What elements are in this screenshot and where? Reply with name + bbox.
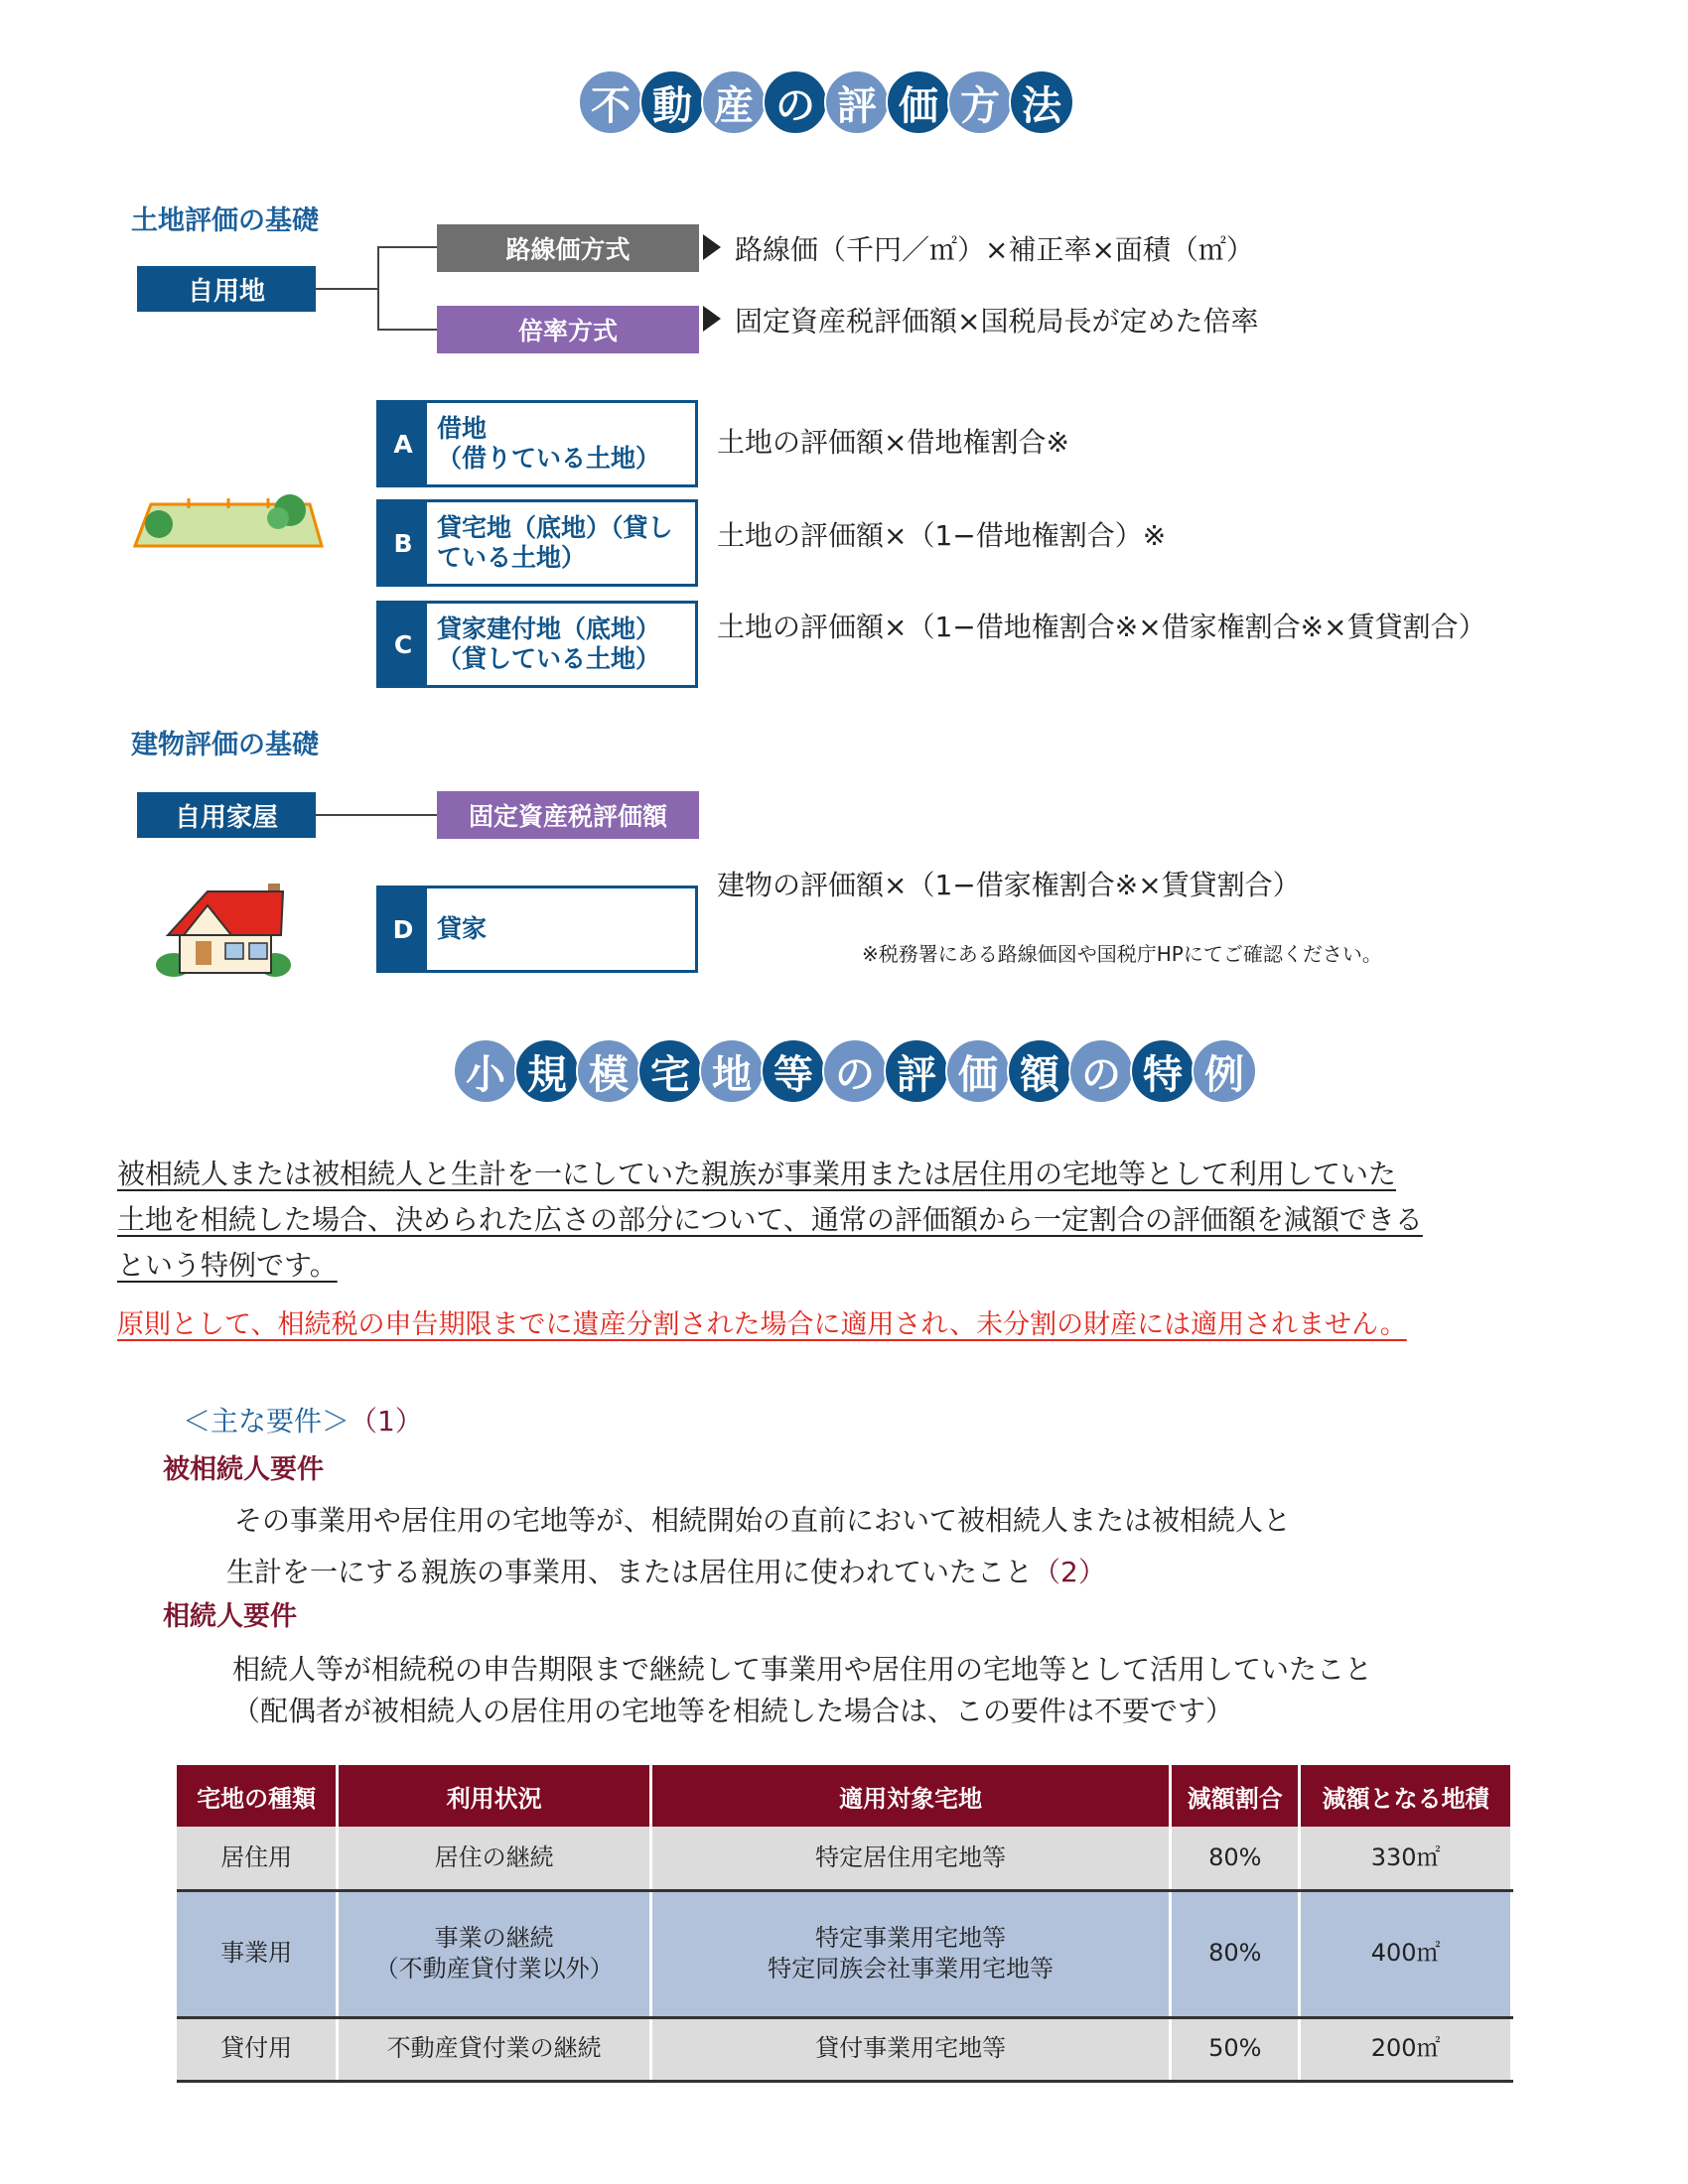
special-description [117,1152,1587,1289]
page-title-real-estate [578,69,1070,135]
own-land-box: 自用地 [137,266,316,312]
title-char: 例 [1192,1038,1257,1104]
fixed-asset-box: 固定資産税評価額 [437,791,699,839]
item-letter: C [379,604,427,685]
title-char: 価 [945,1038,1011,1104]
cell-line: 事業の継続 [434,1923,554,1952]
cell-rate: 80% [1171,1827,1300,1890]
description-line: という特例です。 [117,1249,338,1282]
title-char: 法 [1009,69,1074,135]
decedent-requirement-line: その事業用や居住用の宅地等が、相続開始の直前において被相続人または被相続人と [234,1504,1292,1537]
requirement-number: （1） [350,1405,423,1437]
connector [316,814,437,816]
requirements-label: ＜主な要件＞ [183,1405,351,1437]
arrow-icon [703,306,721,332]
cell-type: 居住用 [177,1827,338,1890]
cell-rate: 50% [1171,2017,1300,2081]
item-letter: B [379,502,427,584]
item-text: 借地 （借りている土地） [437,414,661,473]
cell-line: （不動産貸付業以外） [374,1955,614,1982]
requirements-title [183,1400,423,1439]
cell-rate: 80% [1171,1890,1300,2017]
bairitsu-method-box: 倍率方式 [437,306,699,353]
title-char: 特 [1130,1038,1196,1104]
cell-target: 特定居住用宅地等 [650,1827,1170,1890]
decedent-requirement-line [226,1551,1106,1590]
item-b-box [376,499,698,587]
decedent-requirement-heading: 被相続人要件 [163,1454,324,1485]
header-cell: 減額となる地積 [1300,1765,1512,1827]
item-c-formula: 土地の評価額×（1−借地権割合※×借家権割合※×賃貸割合） [717,611,1486,643]
cell-usage [338,1890,651,2017]
cell-area: 200㎡ [1300,2017,1512,2081]
title-char: 宅 [637,1038,703,1104]
item-text: 貸家建付地（底地）（貸している土地） [437,614,661,673]
title-char: の [822,1038,888,1104]
footnote: ※税務署にある路線価図や国税庁HPにてご確認ください。 [862,942,1382,966]
heir-requirement-heading: 相続人要件 [163,1601,297,1632]
item-d-box [376,886,698,973]
arrow-icon [703,234,721,260]
connector [377,329,437,331]
table-row [177,2017,1512,2081]
connector [377,246,379,330]
bairitsu-formula: 固定資産税評価額×国税局長が定めた倍率 [735,305,1259,338]
title-char: 方 [947,69,1013,135]
table-row [177,1827,1512,1890]
table-row [177,1890,1512,2017]
title-char: 模 [576,1038,641,1104]
connector [316,288,377,290]
cell-line: 特定事業用宅地等 [815,1923,1007,1952]
requirement-text: 生計を一にする親族の事業用、または居住用に使われていたこと [226,1556,1034,1588]
title-char: 等 [761,1038,826,1104]
reduction-table [177,1765,1513,2083]
building-heading: 建物評価の基礎 [131,730,319,760]
cell-line: 特定同族会社事業用宅地等 [768,1955,1055,1982]
title-char: の [763,69,828,135]
header-cell: 適用対象宅地 [650,1765,1170,1827]
cell-type: 貸付用 [177,2017,338,2081]
title-char: の [1068,1038,1134,1104]
connector [377,246,437,248]
rosen-method-box: 路線価方式 [437,224,699,272]
requirement-number: （2） [1033,1556,1106,1588]
header-cell: 減額割合 [1171,1765,1300,1827]
header-cell: 利用状況 [338,1765,651,1827]
title-char: 地 [699,1038,765,1104]
item-a-formula: 土地の評価額×借地権割合※ [717,426,1069,459]
description-line: 被相続人または被相続人と生計を一にしていた親族が事業用または居住用の宅地等として利用していた [117,1158,1397,1190]
cell-target [650,1890,1170,2017]
title-char: 評 [884,1038,949,1104]
land-heading: 土地評価の基礎 [131,205,319,236]
heir-requirement-line: 相続人等が相続税の申告期限まで継続して事業用や居住用の宅地等として活用していたこと [232,1653,1373,1686]
item-letter: A [379,403,427,484]
item-d-formula: 建物の評価額×（1−借家権割合※×賃貸割合） [717,869,1301,901]
table-header-row [177,1765,1512,1827]
house-illustration [154,878,293,979]
rosen-formula: 路線価（千円／㎡）×補正率×面積（㎡） [735,233,1254,266]
page-title-special [453,1038,1253,1104]
cell-type: 事業用 [177,1890,338,2017]
title-char: 規 [514,1038,580,1104]
title-char: 小 [453,1038,518,1104]
heir-requirement-line: （配偶者が被相続人の居住用の宅地等を相続した場合は、この要件は不要です） [232,1695,1234,1727]
item-text: 貸家 [437,914,488,943]
land-illustration [129,486,328,556]
cell-usage: 居住の継続 [338,1827,651,1890]
cell-usage: 不動産貸付業の継続 [338,2017,651,2081]
item-c-box [376,601,698,688]
title-char: 不 [578,69,643,135]
title-char: 動 [639,69,705,135]
title-char: 産 [701,69,767,135]
cell-area: 400㎡ [1300,1890,1512,2017]
description-line: 土地を相続した場合、決められた広さの部分について、通常の評価額から一定割合の評価額を減額できる [117,1203,1423,1236]
cell-area: 330㎡ [1300,1827,1512,1890]
own-house-box: 自用家屋 [137,792,316,838]
item-a-box [376,400,698,487]
item-text: 貸宅地（底地）（貸している土地） [437,513,673,572]
title-char: 額 [1007,1038,1072,1104]
item-letter: D [379,888,427,970]
red-note: 原則として、相続税の申告期限までに遺産分割された場合に適用され、未分割の財産には適用されません。 [117,1309,1407,1340]
item-b-formula: 土地の評価額×（1−借地権割合）※ [717,519,1167,552]
title-char: 価 [886,69,951,135]
title-char: 評 [824,69,890,135]
cell-target: 貸付事業用宅地等 [650,2017,1170,2081]
header-cell: 宅地の種類 [177,1765,338,1827]
